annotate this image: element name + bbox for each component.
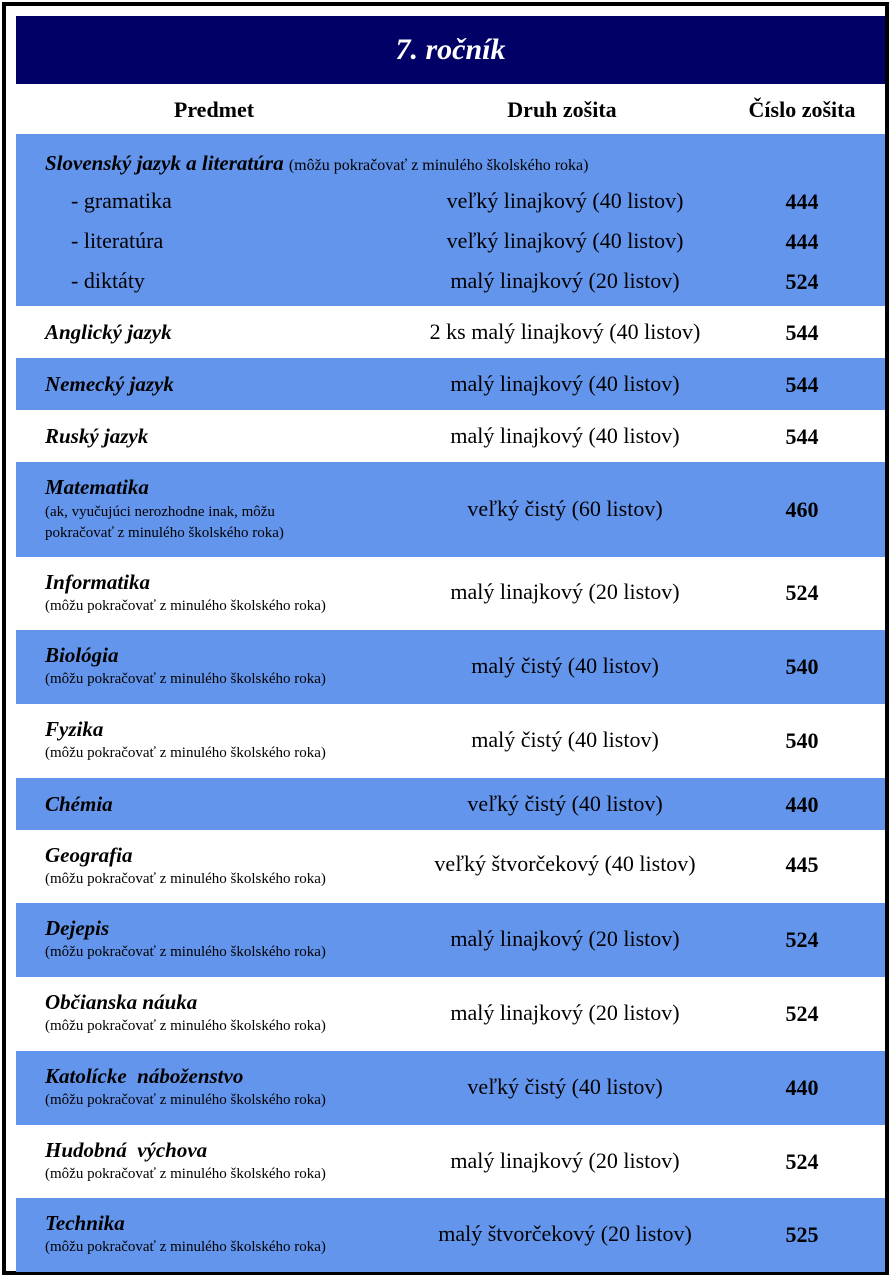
notebook-kind: malý linajkový (20 listov) (450, 1000, 680, 1025)
notebook-number: 524 (785, 927, 819, 952)
subject-name: Dejepis (45, 916, 110, 940)
table-row (16, 903, 885, 977)
notebook-number: 524 (785, 580, 819, 605)
notebook-kind: malý čistý (40 listov) (471, 727, 659, 752)
notebook-kind: veľký čistý (40 listov) (467, 1074, 663, 1099)
table-row (16, 704, 885, 778)
notebook-number: 444 (785, 189, 819, 214)
notebook-number: 444 (785, 229, 819, 254)
subject-name: Biológia (45, 643, 119, 667)
subject-note: (môžu pokračovať z minulého školského roka) (45, 871, 326, 887)
notebook-kind: veľký čistý (60 listov) (467, 496, 663, 521)
table-row (16, 306, 885, 358)
table-row (16, 358, 885, 410)
notebook-number: 540 (785, 728, 819, 753)
notebook-number: 524 (785, 269, 819, 294)
subject-note: (môžu pokračovať z minulého školského roka) (45, 944, 326, 960)
notebook-kind: veľký linajkový (40 listov) (446, 228, 684, 253)
page-title: 7. ročník (16, 16, 885, 84)
table-row (16, 557, 885, 630)
table-row (16, 1125, 885, 1198)
table-row (16, 1198, 885, 1272)
subject-name: Slovenský jazyk a literatúra (môžu pokračovať z minulého školského roka) (45, 151, 589, 175)
notebook-number: 440 (785, 792, 819, 817)
subject-name: Nemecký jazyk (45, 372, 174, 396)
notebook-kind: veľký linajkový (40 listov) (446, 188, 684, 213)
notebook-kind: malý linajkový (20 listov) (450, 1148, 680, 1173)
subject-name: Ruský jazyk (45, 424, 149, 448)
table-row (16, 630, 885, 704)
subject-name: Technika (45, 1211, 125, 1235)
subject-name: Fyzika (45, 717, 104, 741)
notebook-kind: 2 ks malý linajkový (40 listov) (429, 319, 701, 344)
table-row (16, 778, 885, 830)
subject-note: (môžu pokračovať z minulého školského roka) (45, 598, 326, 614)
notebook-kind: malý čistý (40 listov) (471, 653, 659, 678)
subject-note: (môžu pokračovať z minulého školského roka) (45, 1166, 326, 1182)
notebook-kind: veľký štvorčekový (40 listov) (434, 851, 696, 876)
notebook-kind: malý štvorčekový (20 listov) (438, 1221, 692, 1246)
header-number: Číslo zošita (748, 97, 856, 122)
notebook-kind: malý linajkový (20 listov) (450, 926, 680, 951)
notebook-number: 524 (785, 1001, 819, 1026)
notebook-number: 460 (785, 497, 819, 522)
notebook-number: 544 (785, 320, 819, 345)
subject-name: Chémia (45, 792, 113, 816)
notebook-number: 445 (785, 852, 819, 877)
table-row-slovak (16, 134, 885, 306)
notebook-kind: malý linajkový (40 listov) (450, 371, 680, 396)
notebook-number: 544 (785, 372, 819, 397)
subject-name: Katolícke náboženstvo (45, 1064, 244, 1088)
subpart-label: - diktáty (71, 268, 145, 293)
notebook-number: 524 (785, 1149, 819, 1174)
subject-name: Anglický jazyk (45, 320, 172, 344)
notebook-kind: veľký čistý (40 listov) (467, 791, 663, 816)
table-row (16, 410, 885, 462)
table-row (16, 462, 885, 557)
header-subject: Predmet (173, 97, 255, 122)
notebook-number: 540 (785, 654, 819, 679)
subject-name: Matematika (45, 475, 149, 499)
subject-note: (môžu pokračovať z minulého školského roka) (45, 745, 326, 761)
subject-note: (môžu pokračovať z minulého školského roka) (45, 671, 326, 687)
subject-name: Hudobná výchova (45, 1138, 208, 1162)
notebook-kind: malý linajkový (20 listov) (450, 268, 680, 293)
notebook-table (16, 16, 885, 1274)
subject-note: (ak, vyučujúci nerozhodne inak, môžu (45, 504, 275, 520)
notebook-number: 525 (785, 1222, 819, 1247)
subject-note: pokračovať z minulého školského roka) (45, 525, 284, 541)
subject-note: (môžu pokračovať z minulého školského roka) (45, 1092, 326, 1108)
subject-note: (môžu pokračovať z minulého školského roka) (288, 157, 589, 174)
table-header (16, 84, 885, 134)
notebook-kind: malý linajkový (20 listov) (450, 579, 680, 604)
table-row (16, 1051, 885, 1125)
subject-note: (môžu pokračovať z minulého školského roka) (45, 1018, 326, 1034)
subject-note: (môžu pokračovať z minulého školského roka) (45, 1239, 326, 1255)
subject-name: Občianska náuka (45, 990, 198, 1014)
subject-name: Geografia (45, 843, 133, 867)
page-frame (2, 2, 889, 1275)
notebook-kind: malý linajkový (40 listov) (450, 423, 680, 448)
table-row (16, 830, 885, 903)
table-row (16, 977, 885, 1051)
subpart-label: - gramatika (71, 188, 172, 213)
header-kind: Druh zošita (507, 97, 617, 122)
subpart-label: - literatúra (71, 228, 164, 253)
notebook-number: 544 (785, 424, 819, 449)
subject-name: Informatika (45, 570, 151, 594)
notebook-number: 440 (785, 1075, 819, 1100)
